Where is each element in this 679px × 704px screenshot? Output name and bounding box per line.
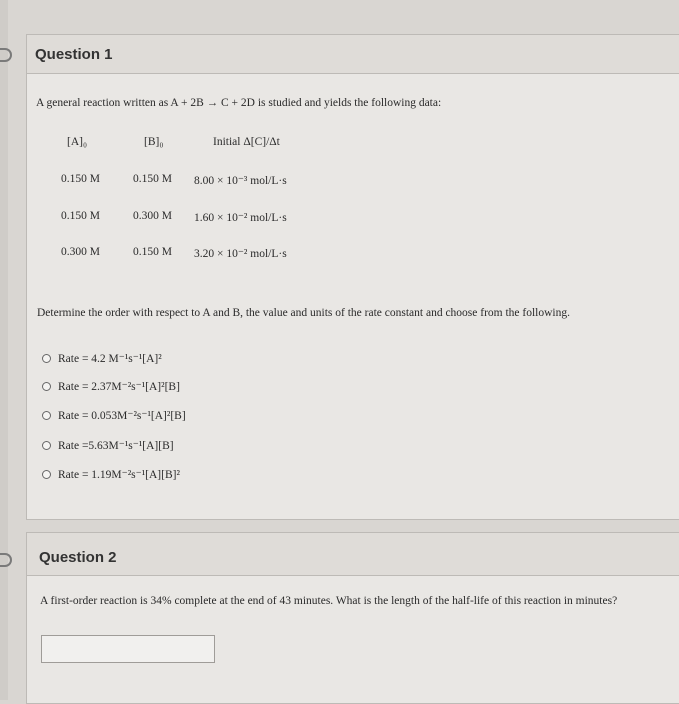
question-1-card	[26, 34, 679, 520]
question-1-title: Question 1	[35, 46, 113, 63]
answer-option[interactable]	[42, 378, 180, 394]
table-cell: 8.00 × 10⁻³ mol/L·s	[194, 175, 287, 187]
radio-button[interactable]	[42, 382, 51, 391]
radio-button[interactable]	[42, 470, 51, 479]
table-cell: 0.150 M	[61, 173, 100, 185]
radio-button[interactable]	[42, 411, 51, 420]
table-header-rate: Initial Δ[C]/Δt	[213, 136, 280, 148]
radio-button[interactable]	[42, 441, 51, 450]
table-cell: 0.150 M	[61, 210, 100, 222]
table-cell: 1.60 × 10⁻² mol/L·s	[194, 212, 287, 224]
question-2-title: Question 2	[39, 549, 117, 566]
answer-option[interactable]	[42, 350, 162, 366]
table-cell: 3.20 × 10⁻² mol/L·s	[194, 248, 287, 260]
table-header-a: [A]₀	[67, 136, 87, 148]
radio-button[interactable]	[42, 354, 51, 363]
option-label: Rate =5.63M⁻¹s⁻¹[A][B]	[58, 440, 174, 452]
table-cell: 0.300 M	[61, 246, 100, 258]
option-label: Rate = 4.2 M⁻¹s⁻¹[A]²	[58, 353, 162, 365]
answer-option[interactable]	[42, 407, 186, 423]
option-label: Rate = 2.37M⁻²s⁻¹[A]²[B]	[58, 381, 180, 393]
question-1-intro: A general reaction written as A + 2B → C + 2D is studied and yields the following data:	[36, 97, 442, 109]
question-1-header	[27, 35, 679, 74]
question-2-card	[26, 532, 679, 704]
table-cell: 0.150 M	[133, 246, 172, 258]
question-2-prompt: A first-order reaction is 34% complete at the end of 43 minutes. What is the length of the half-life of this reaction in minutes?	[40, 595, 618, 607]
answer-option[interactable]	[42, 466, 180, 482]
answer-option[interactable]	[42, 437, 174, 453]
flag-icon[interactable]	[0, 553, 12, 567]
answer-input[interactable]	[41, 635, 215, 663]
question-1-prompt: Determine the order with respect to A and B, the value and units of the rate constant and choose from the following.	[37, 307, 571, 319]
option-label: Rate = 1.19M⁻²s⁻¹[A][B]²	[58, 469, 180, 481]
table-cell: 0.150 M	[133, 173, 172, 185]
table-cell: 0.300 M	[133, 210, 172, 222]
flag-icon[interactable]	[0, 48, 12, 62]
option-label: Rate = 0.053M⁻²s⁻¹[A]²[B]	[58, 410, 186, 422]
left-gutter	[0, 0, 8, 700]
question-2-header	[27, 533, 679, 576]
table-header-b: [B]₀	[144, 136, 164, 148]
